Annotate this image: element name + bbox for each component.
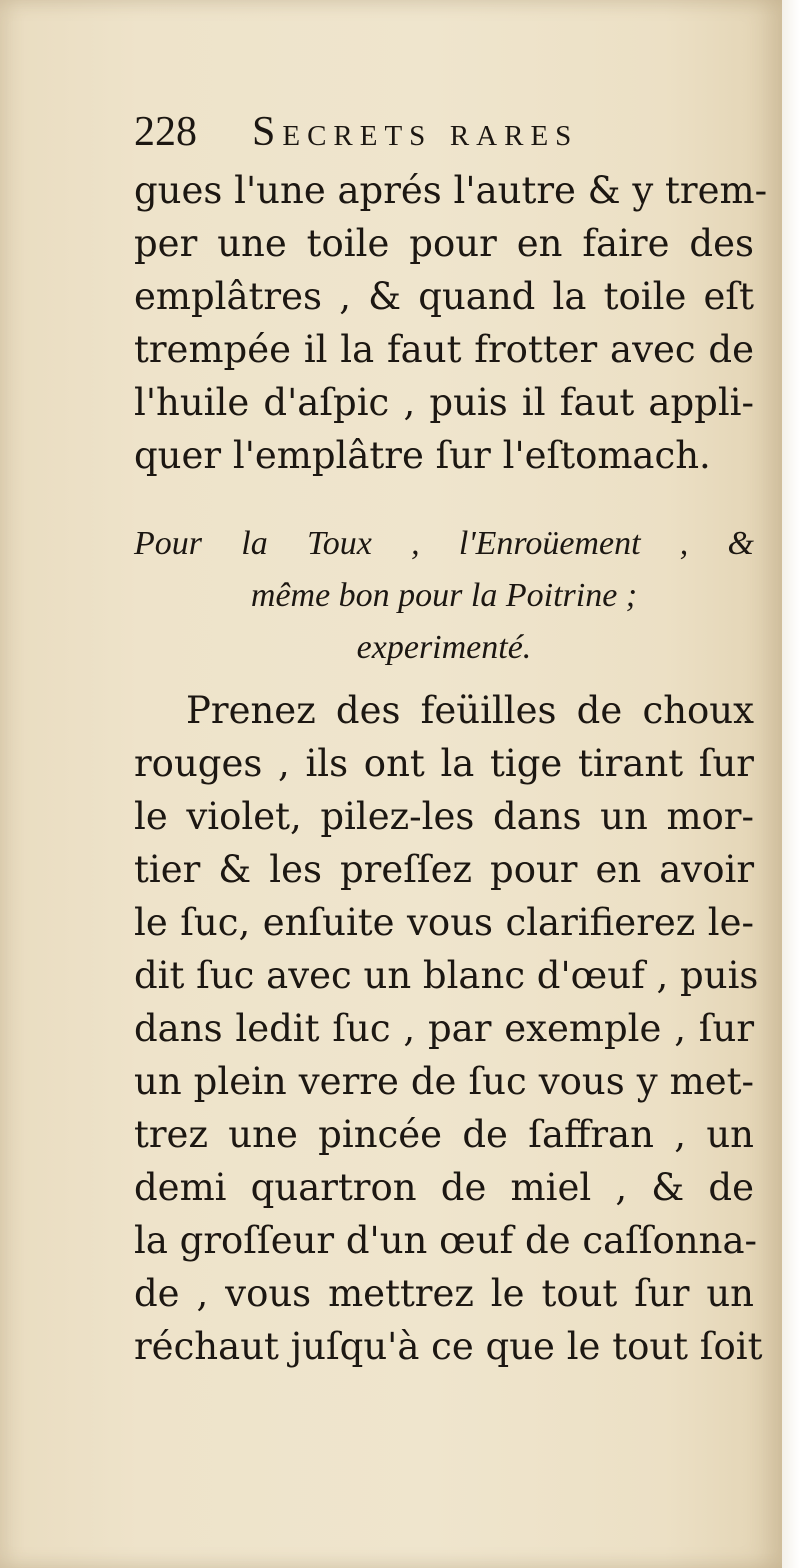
recipe-heading [134,518,754,674]
text-line: le violet, pilez-les dans un mor- [134,795,754,838]
text-line: gues l'une aprés l'autre & y trem- [134,169,768,212]
heading-line: experimenté. [356,629,532,666]
heading-line: même bon pour la Poitrine ; [250,577,638,614]
text-line: dans ledit ſuc , par exemple , ſur [134,1007,754,1050]
recipe-paragraph [134,684,763,1373]
text-line: per une toile pour en faire des [134,222,754,265]
text-line: trempée il la faut frotter avec de [134,328,754,371]
text-line: Prenez des feüilles de choux [186,689,754,732]
page-number: 228 [134,109,197,155]
text-line: réchaut juſqu'à ce que le tout ſoit [134,1325,763,1368]
text-line: demi quartron de miel , & de [134,1166,754,1209]
text-line: rouges , ils ont la tige tirant ſur [134,742,754,785]
running-title: Secrets rares [252,109,579,155]
continuation-paragraph [134,164,768,482]
page-edge [782,0,800,1568]
text-line: l'huile d'aſpic , puis il faut appli- [134,381,754,424]
text-line: un plein verre de ſuc vous y met- [134,1060,754,1103]
text-line: le ſuc, enſuite vous clarifierez le- [134,901,754,944]
running-header [134,102,754,162]
text-line: la groſſeur d'un œuf de caſſonna- [134,1219,758,1262]
text-line: de , vous mettrez le tout ſur un [134,1272,754,1315]
text-line: trez une pincée de ſaffran , un [134,1113,754,1156]
text-line: quer l'emplâtre ſur l'eſtomach. [134,434,711,477]
text-line: tier & les preſſez pour en avoir [134,848,754,891]
text-line: dit ſuc avec un blanc d'œuf , puis [134,954,759,997]
text-line: emplâtres , & quand la toile eſt [134,275,754,318]
heading-line: Pour la Toux , l'Enroüement , & [134,525,754,562]
